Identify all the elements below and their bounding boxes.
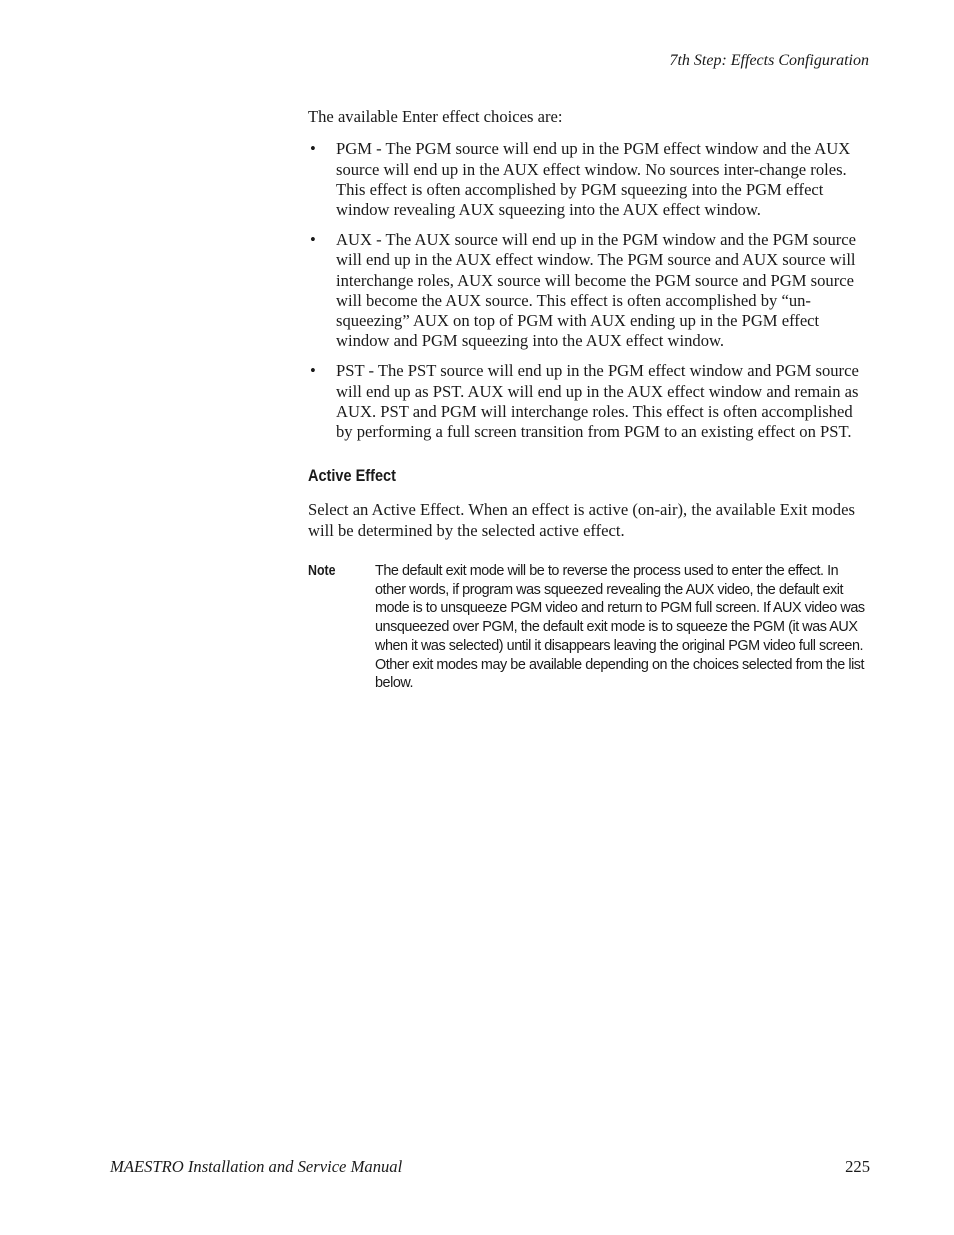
bullet-icon: • [310, 361, 316, 381]
note-label: Note [308, 563, 336, 580]
bullet-icon: • [310, 229, 316, 249]
page-content [308, 107, 870, 693]
section-body-paragraph: Select an Active Effect. When an effect is active (on-air), the available Exit modes will be determined by the selected active effect. [308, 500, 855, 540]
effect-choices-list [308, 139, 870, 442]
list-item-text: AUX - The AUX source will end up in the PGM window and the PGM source will end up in the AUX effect window. The PGM source and AUX source will interchange roles, AUX source will become the PGM source and PGM source will become the AUX source. This effect is often accomplished by “un-squeezing” AUX on top of PGM with AUX ending up in the PGM effect window and PGM squeezing into the AUX effect window. [336, 229, 857, 351]
bullet-icon: • [310, 139, 316, 159]
footer-manual-title: MAESTRO Installation and Service Manual [110, 1157, 403, 1176]
footer-page-number: 225 [845, 1157, 870, 1176]
list-item-pgm [308, 139, 870, 220]
intro-paragraph: The available Enter effect choices are: [308, 107, 563, 126]
running-header: 7th Step: Effects Configuration [669, 52, 869, 69]
list-item-text: PST - The PST source will end up in the PGM effect window and PGM source will end up as PST. AUX will end up in the AUX effect window and remain as AUX. PST and PGM will interchange roles. This effect is often accomplished by performing a full screen transition from PGM to an existing effect on PST. [336, 361, 859, 442]
section-heading: Active Effect [308, 467, 396, 486]
list-item-aux [308, 230, 870, 352]
note-text: The default exit mode will be to reverse the process used to enter the effect. In other words, if program was squeezed revealing the AUX video, the default exit mode is to unsqueeze PGM video and return to PGM full screen. If AUX video was unsqueezed over PGM, the default exit mode is to squeeze the PGM (it was AUX when it was selected) until it disappears leaving the original PGM video full screen. Other exit modes may be available depending on the choices selected from the list below. [375, 563, 865, 692]
list-item-text: PGM - The PGM source will end up in the PGM effect window and the AUX source will end up in the AUX effect window. No sources inter-change roles. This effect is often accomplished by PGM squeezing into the PGM effect window revealing AUX squeezing into the AUX effect window. [336, 139, 851, 220]
note-block [308, 562, 870, 693]
list-item-pst [308, 361, 870, 442]
